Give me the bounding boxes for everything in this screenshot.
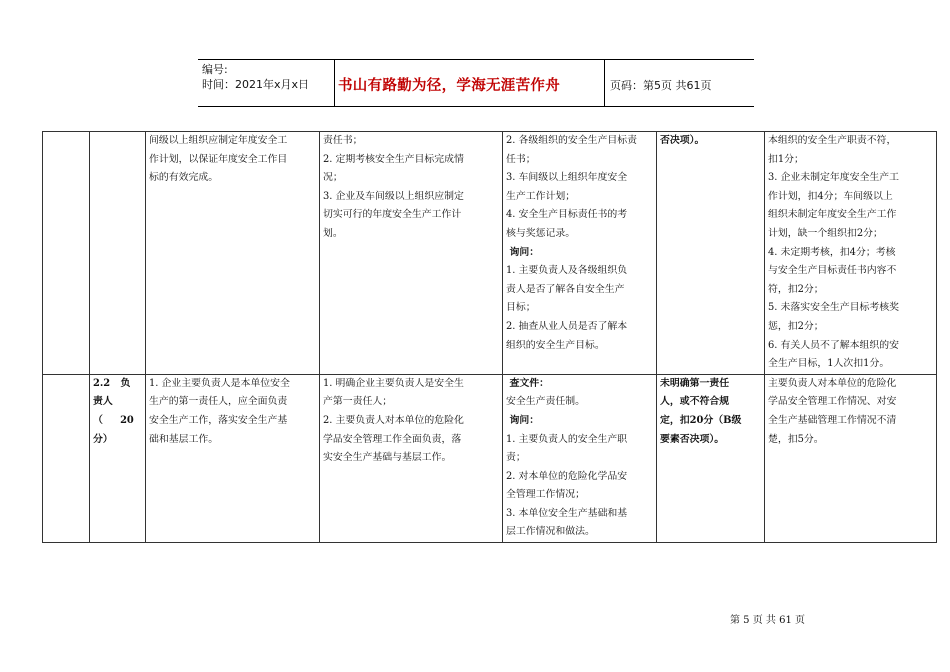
cell-line: 主要负责人对本单位的危险化 [768, 377, 897, 389]
cell-line: 层工作情况和做法。 [506, 526, 595, 538]
cell-line: 责； [506, 452, 526, 464]
cell-line: 要素否决项）。 [660, 433, 725, 445]
cell-line: 询问： [506, 414, 540, 426]
cell-line: 1. 主要负责人的安全生产职 [506, 433, 628, 445]
cell-line: 生产工作计划； [506, 190, 576, 202]
cell-line: 作计划，以保证年度安全工作目 [149, 153, 288, 165]
cell-line: 本组织的安全生产职责不符， [768, 135, 897, 146]
cell-line: 标的有效完成。 [149, 172, 219, 184]
cell-line: 1. 主要负责人及各级组织负 [506, 265, 628, 277]
header-page-label: 页码：第5页 共61页 [610, 79, 712, 92]
standards-table [42, 131, 937, 543]
cell-line: 2. 主要负责人对本单位的危险化 [323, 414, 464, 426]
table-cell-spacer [43, 132, 90, 375]
cell-line: 础和基层工作。 [149, 433, 219, 445]
cell-line: 全生产目标，1人次扣1分。 [768, 358, 890, 370]
table-cell-content [320, 374, 503, 542]
cell-line: 未明确第一责任 [660, 377, 730, 389]
cell-line: 组织未制定年度安全生产工作 [768, 209, 897, 221]
cell-line: 安全生产责任制。 [506, 396, 586, 408]
cell-line: 2.2 负 [93, 377, 131, 389]
cell-line: 核与奖惩记录。 [506, 227, 576, 239]
cell-line: 否决项）。 [660, 135, 705, 146]
cell-line: 3. 本单位安全生产基础和基 [506, 507, 628, 519]
table-cell-item [90, 132, 146, 375]
cell-line: 2. 对本单位的危险化学品安 [506, 470, 628, 482]
table-cell-item [90, 374, 146, 542]
cell-line: 学品安全管理工作全面负责，落 [323, 433, 462, 445]
cell-line: 全生产基础管理工作情况不清 [768, 414, 897, 426]
table-cell-scoring [765, 374, 937, 542]
table-cell-veto [657, 374, 765, 542]
document-number-label: 编号: [202, 63, 228, 76]
cell-line: 组织的安全生产目标。 [506, 339, 605, 351]
cell-line: 分） [93, 433, 113, 445]
cell-line: 定，扣20分（B级 [660, 414, 742, 426]
cell-line: 2. 各级组织的安全生产目标责 [506, 135, 638, 146]
table-cell-method [503, 132, 657, 375]
cell-line: 3. 企业未制定年度安全生产工 [768, 172, 900, 184]
table-cell-requirement [146, 374, 320, 542]
cell-line: 人，或不符合规 [660, 396, 730, 408]
cell-line: 实安全生产基础与基层工作。 [323, 452, 452, 464]
cell-line: 6. 有关人员不了解本组织的安 [768, 339, 900, 351]
cell-line: 1. 企业主要负责人是本单位安全 [149, 377, 290, 389]
cell-line: 全管理工作情况； [506, 489, 586, 501]
cell-line: （ 20 [93, 414, 134, 426]
table-cell-scoring [765, 132, 937, 375]
cell-line: 间级以上组织应制定年度安全工 [149, 135, 288, 146]
cell-line: 任书； [506, 153, 536, 165]
table-row [43, 374, 937, 542]
cell-line: 学品安全管理工作情况、对安 [768, 396, 897, 408]
cell-line: 3. 企业及车间级以上组织应制定 [323, 190, 464, 202]
cell-line: 符，扣2分； [768, 283, 824, 295]
page-footer: 第 5 页 共 61 页 [730, 615, 805, 626]
cell-line: 责人是否了解各自安全生产 [506, 283, 625, 295]
cell-line: 划。 [323, 227, 343, 239]
cell-line: 4. 安全生产目标责任书的考 [506, 209, 628, 221]
cell-line: 楚，扣5分。 [768, 433, 824, 445]
page-header [198, 59, 754, 107]
cell-line: 查文件： [506, 377, 549, 389]
header-meta [202, 62, 309, 92]
cell-line: 安全生产工作，落实安全生产基 [149, 414, 288, 426]
table-cell-veto [657, 132, 765, 375]
cell-line: 产第一责任人； [323, 396, 393, 408]
cell-line: 询问： [506, 246, 540, 258]
cell-line: 生产的第一责任人，应全面负责 [149, 396, 288, 408]
cell-line: 1. 明确企业主要负责人是安全生 [323, 377, 464, 389]
table-cell-content [320, 132, 503, 375]
cell-line: 扣1分； [768, 153, 804, 165]
cell-line: 惩，扣2分； [768, 320, 824, 332]
cell-line: 目标； [506, 302, 536, 314]
cell-line: 作计划，扣4分；车间级以上 [768, 190, 893, 202]
cell-line: 3. 车间级以上组织年度安全 [506, 172, 628, 184]
cell-line: 责人 [93, 396, 113, 408]
cell-line: 计划，缺一个组织扣2分； [768, 227, 883, 239]
cell-line: 与安全生产目标责任书内容不 [768, 265, 897, 277]
cell-line: 4. 未定期考核，扣4分；考核 [768, 246, 896, 258]
table-cell-method [503, 374, 657, 542]
document-time-label: 时间：2021年x月x日 [202, 78, 310, 91]
header-divider [334, 60, 335, 106]
cell-line: 2. 抽查从业人员是否了解本 [506, 320, 628, 332]
cell-line: 5. 未落实安全生产目标考核奖 [768, 302, 900, 314]
table-cell-requirement [146, 132, 320, 375]
cell-line: 责任书； [323, 135, 363, 146]
cell-line: 2. 定期考核安全生产目标完成情 [323, 153, 464, 165]
table-row [43, 132, 937, 375]
header-motto: 书山有路勤为径，学海无涯苦作舟 [338, 77, 560, 94]
header-divider [604, 60, 605, 106]
cell-line: 况； [323, 172, 343, 184]
cell-line: 切实可行的年度安全生产工作计 [323, 209, 462, 221]
table-cell-spacer [43, 374, 90, 542]
